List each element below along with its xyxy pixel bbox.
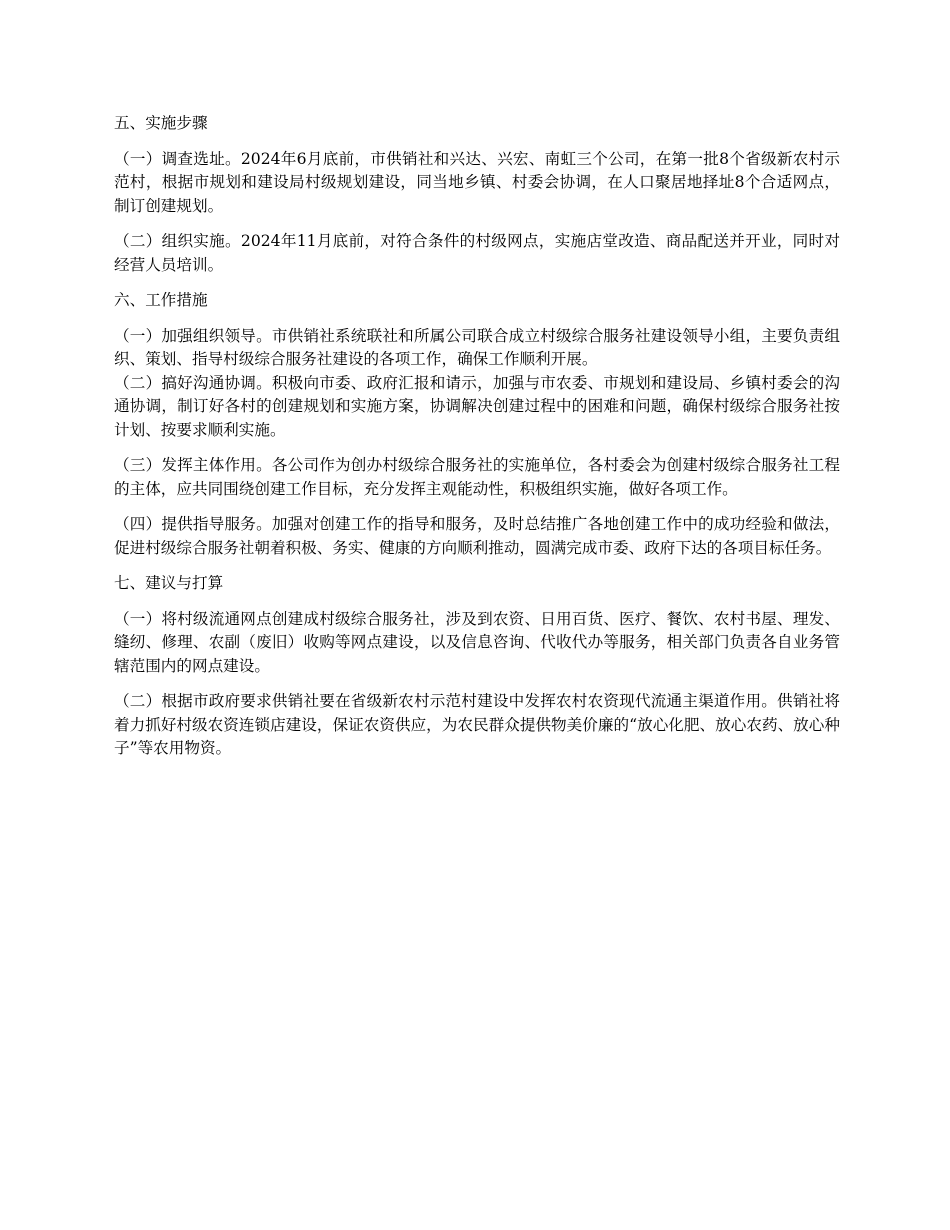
paragraph-main-role: （三）发挥主体作用。各公司作为创办村级综合服务社的实施单位，各村委会为创建村级综合服务社工程的主体，应共同围绕创建工作目标，充分发挥主观能动性，积极组织实施，做好各项工作。	[114, 456, 840, 498]
paragraph-organize-implementation: （二）组织实施。2024年11月底前，对符合条件的村级网点，实施店堂改造、商品配送并开业，同时对经营人员培训。	[114, 232, 840, 274]
section-heading-suggestions-plans: 七、建议与打算	[114, 574, 224, 592]
document-body	[114, 112, 840, 773]
paragraph-guidance-service: （四）提供指导服务。加强对创建工作的指导和服务，及时总结推广各地创建工作中的成功经验和做法，促进村级综合服务社朝着积极、务实、健康的方向顺利推动，圆满完成市委、政府下达的各项目标任务。	[114, 515, 840, 557]
paragraph-comprehensive-service-outlets: （一）将村级流通网点创建成村级综合服务社，涉及到农资、日用百货、医疗、餐饮、农村书屋、理发、缝纫、修理、农副（废旧）收购等网点建设，以及信息咨询、代收代办等服务，相关部门负责各自业务管辖范围内的网点建设。	[114, 609, 840, 675]
paragraph-strengthen-leadership: （一）加强组织领导。市供销社系统联社和所属公司联合成立村级综合服务社建设领导小组，主要负责组织、策划、指导村级综合服务社建设的各项工作，确保工作顺利开展。	[114, 326, 840, 368]
section-heading-implementation-steps: 五、实施步骤	[114, 114, 208, 132]
paragraph-communication-coordination: （二）搞好沟通协调。积极向市委、政府汇报和请示，加强与市农委、市规划和建设局、乡镇村委会的沟通协调，制订好各村的创建规划和实施方案，协调解决创建过程中的困难和问题，确保村级综合服务社按计划、按要求顺利实施。	[114, 373, 840, 439]
paragraph-site-survey: （一）调查选址。2024年6月底前，市供销社和兴达、兴宏、南虹三个公司，在第一批8个省级新农村示范村，根据市规划和建设局村级规划建设，同当地乡镇、村委会协调，在人口聚居地择址8个合适网点，制订创建规划。	[114, 149, 840, 215]
section-heading-work-measures: 六、工作措施	[114, 291, 208, 309]
paragraph-supply-cooperative-role: （二）根据市政府要求供销社要在省级新农村示范村建设中发挥农村农资现代流通主渠道作用。供销社将着力抓好村级农资连锁店建设，保证农资供应，为农民群众提供物美价廉的“放心化肥、放心农药、放心种子”等农用物资。	[114, 692, 840, 757]
